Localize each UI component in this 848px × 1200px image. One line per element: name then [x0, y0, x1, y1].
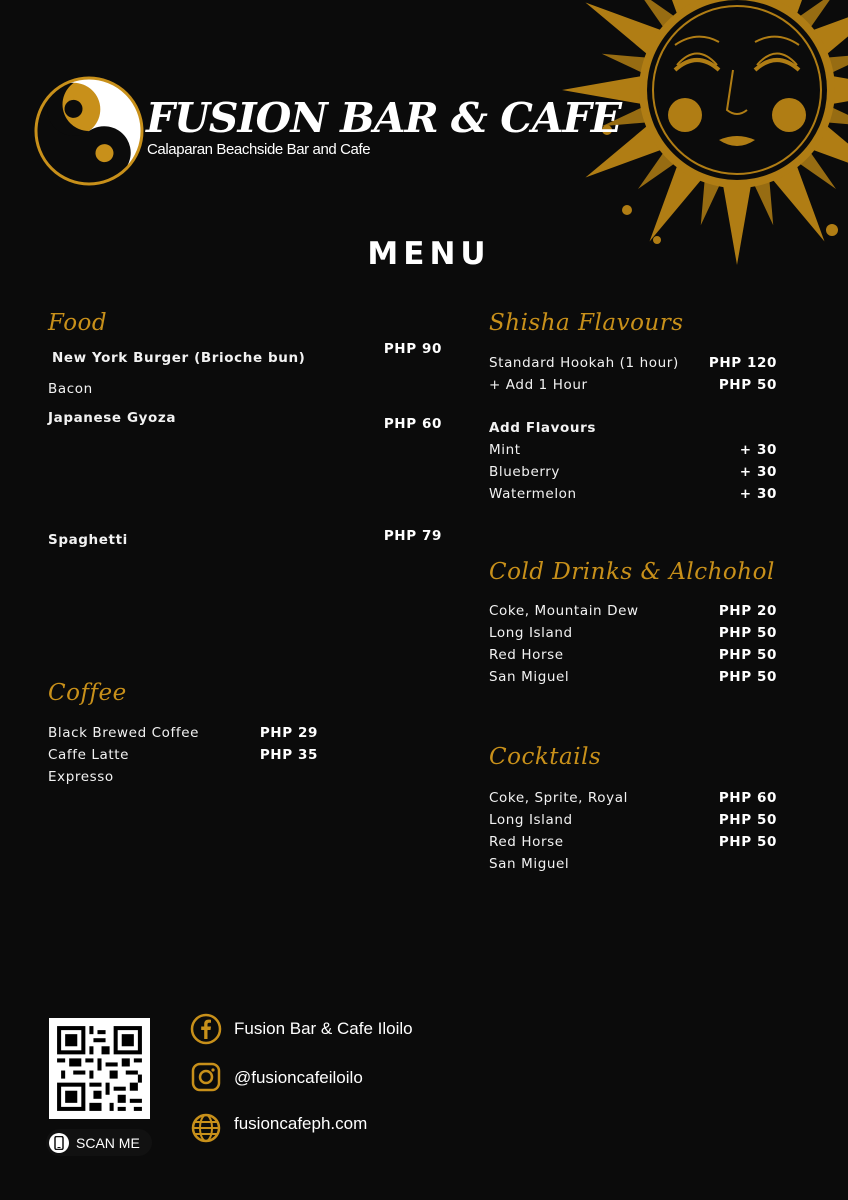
menu-item-name: Black Brewed Coffee — [48, 725, 200, 741]
menu-item-price: PHP 50 — [718, 647, 777, 663]
menu-item-price: PHP 35 — [259, 747, 318, 763]
website-link[interactable]: fusioncafeph.com — [234, 1114, 368, 1133]
menu-item-name: Watermelon — [489, 486, 577, 502]
add-flavours-heading: Add Flavours — [489, 420, 597, 436]
shisha-heading: Shisha Flavours — [489, 310, 684, 336]
yin-yang-logo-icon — [34, 76, 144, 186]
menu-item-price: PHP 50 — [718, 834, 777, 850]
menu-item-name: Coke, Sprite, Royal — [489, 790, 628, 806]
menu-item-price: PHP 79 — [383, 528, 442, 544]
facebook-link[interactable]: Fusion Bar & Cafe Iloilo — [234, 1019, 413, 1038]
menu-item-price: PHP 50 — [718, 669, 777, 685]
coffee-heading: Coffee — [48, 680, 127, 706]
menu-item-price: PHP 120 — [708, 355, 777, 371]
menu-item-name: Long Island — [489, 625, 573, 641]
menu-item-name: Standard Hookah (1 hour) — [489, 355, 679, 371]
menu-item-name: Mint — [489, 442, 521, 458]
menu-item-name: San Miguel — [489, 856, 570, 872]
menu-item-name: San Miguel — [489, 669, 570, 685]
menu-item-price: PHP 50 — [718, 377, 777, 393]
menu-item-name: Blueberry — [489, 464, 561, 480]
menu-item-price: + 30 — [739, 464, 777, 480]
scan-me-label: SCAN ME — [76, 1134, 140, 1151]
menu-item-price: + 30 — [739, 442, 777, 458]
menu-item-name: Bacon — [48, 381, 93, 397]
sun-illustration — [500, 0, 848, 360]
menu-item-name: Red Horse — [489, 834, 564, 850]
menu-item-name: Long Island — [489, 812, 573, 828]
menu-item-price: PHP 50 — [718, 812, 777, 828]
facebook-icon[interactable] — [190, 1013, 222, 1045]
menu-item-name: + Add 1 Hour — [489, 377, 588, 393]
scan-me-badge — [46, 1129, 152, 1156]
menu-item-price: PHP 29 — [259, 725, 318, 741]
menu-item-price: PHP 20 — [718, 603, 777, 619]
menu-item-name: Caffe Latte — [48, 747, 130, 763]
menu-title: MENU — [367, 236, 491, 272]
brand-subtitle: Calaparan Beachside Bar and Cafe — [147, 141, 371, 158]
menu-item-name: Spaghetti — [48, 532, 128, 548]
instagram-icon[interactable] — [190, 1061, 222, 1093]
cocktails-heading: Cocktails — [489, 744, 602, 770]
brand-title: FUSION BAR & CAFE — [146, 94, 622, 142]
qr-code-icon[interactable] — [49, 1018, 150, 1119]
instagram-link[interactable]: @fusioncafeiloilo — [234, 1068, 363, 1087]
menu-item-price: PHP 90 — [383, 341, 442, 357]
globe-icon[interactable] — [190, 1112, 222, 1144]
food-heading: Food — [48, 310, 108, 336]
menu-item-price: PHP 60 — [383, 416, 442, 432]
menu-item-name: Japanese Gyoza — [48, 410, 177, 426]
menu-item-name: New York Burger (Brioche bun) — [52, 350, 306, 366]
menu-item-name: Coke, Mountain Dew — [489, 603, 639, 619]
menu-item-name: Expresso — [48, 769, 114, 785]
menu-item-price: PHP 60 — [718, 790, 777, 806]
phone-icon — [49, 1133, 69, 1153]
menu-item-name: Red Horse — [489, 647, 564, 663]
menu-item-price: + 30 — [739, 486, 777, 502]
cold-drinks-heading: Cold Drinks & Alchohol — [489, 559, 775, 585]
menu-item-price: PHP 50 — [718, 625, 777, 641]
